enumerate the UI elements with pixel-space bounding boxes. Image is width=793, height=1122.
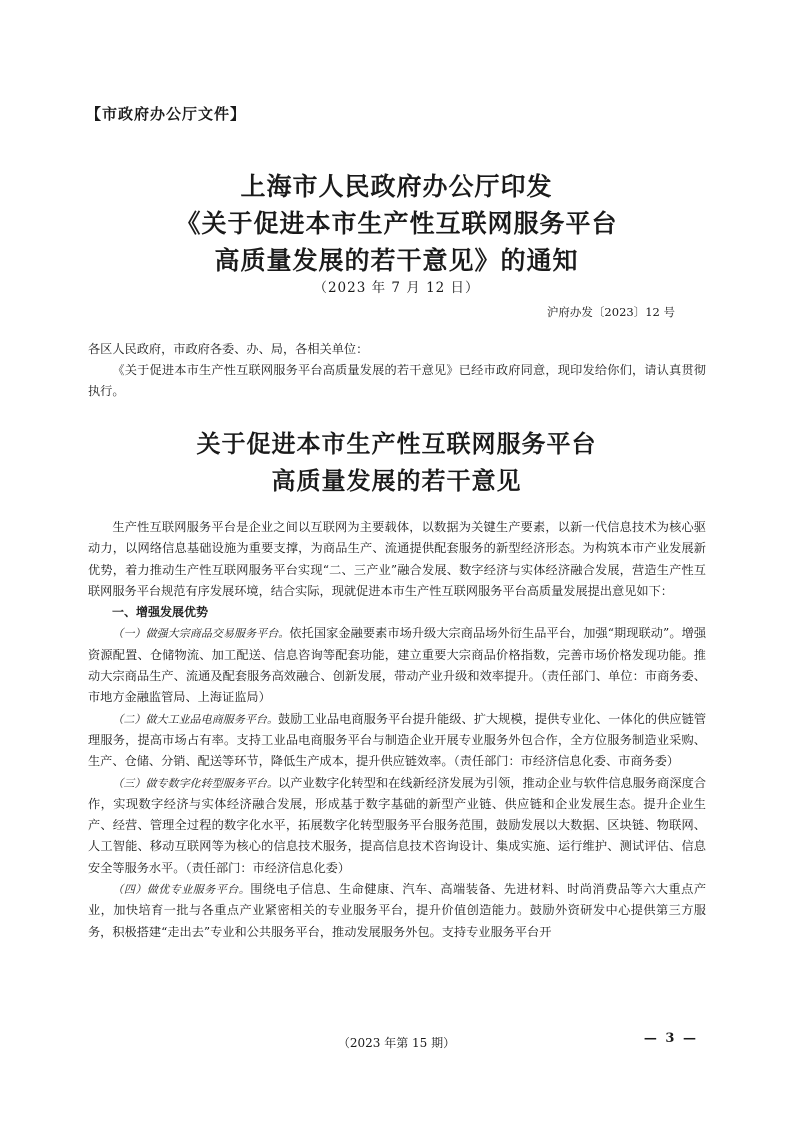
footer-issue: （2023 年第 15 期）	[337, 1036, 456, 1050]
item-paragraph	[88, 773, 706, 879]
notice-title-line: 高质量发展的若干意见》的通知	[214, 246, 579, 275]
notice-title-line: 上海市人民政府办公厅印发	[240, 172, 553, 201]
preamble: 生产性互联网服务平台是企业之间以互联网为主要载体，以数据为关键生产要素，以新一代信息技术为核心驱动力，以网络信息基础设施为重要支撑，为商品生产、流通提供配套服务的新型经济形态。为构筑本市产业发展新优势，着力推动生产性互联网服务平台实现“二、三产业”融合发展、数字经济与实体经济融合发展，营造生产性互联网服务平台规范有序发展环境，结合实际，现就促进本市生产性互联网服务平台高质量发展提出意见如下：	[88, 520, 706, 598]
addressee: 各区人民政府，市政府各委、办、局，各相关单位：	[88, 342, 369, 356]
item-text: 依托国家金融要素市场升级大宗商品场外衍生品平台，加强“期现联动”。增强资源配置、仓储物流、加工配送、信息咨询等配套功能，建立重要大宗商品价格指数，完善市场价格发现功能。推动大宗商品生产、流通及配套服务高效融合、创新发展，带动产业升级和效率提升。（责任部门、单位：市商务委、市地方金融监管局、上海证监局）	[88, 626, 707, 705]
notice-body: 《关于促进本市生产性互联网服务平台高质量发展的若干意见》已经市政府同意，现印发给你们，请认真贯彻执行。	[88, 363, 706, 399]
item-title: （三）做专数字化转型服务平台。	[112, 776, 279, 790]
item-paragraph	[88, 709, 706, 773]
section-heading: 一、增强发展优势	[112, 605, 209, 620]
page-number: — 3 —	[643, 1031, 698, 1046]
notice-title-line: 《关于促进本市生产性互联网服务平台	[175, 209, 618, 238]
item-text: 鼓励工业品电商服务平台提升能级、扩大规模，提供专业化、一体化的供应链管理服务，提高市场占有率。支持工业品电商服务平台与制造企业开展专业服务外包合作，全方位服务制造业采购、生产、仓储、分销、配送等环节，降低生产成本，提升供应链效率。（责任部门：市经济信息化委、市商务委）	[88, 711, 707, 769]
item-title: （四）做优专业服务平台。	[112, 883, 251, 897]
document-number: 沪府办发〔2023〕12 号	[546, 305, 675, 319]
item-title: （一）做强大宗商品交易服务平台。	[112, 627, 290, 641]
item-text: 以产业数字化转型和在线新经济发展为引领，推动企业与软件信息服务商深度合作，实现数字经济与实体经济融合发展，形成基于数字基础的新型产业链、供应链和企业发展生态。提升企业生产、经营、管理全过程的数字化水平，拓展数字化转型服务平台服务范围，鼓励发展以大数据、区块链、物联网、人工智能、移动互联网等为核心的信息技术服务，提高信息技术咨询设计、集成实施、运行维护、测试评估、信息安全等服务水平。（责任部门：市经济信息化委）	[88, 775, 707, 875]
item-title: （二）做大工业品电商服务平台。	[112, 712, 279, 726]
section-tag: 【市政府办公厅文件】	[86, 105, 247, 123]
issue-date: （2023 年 7 月 12 日）	[313, 280, 480, 296]
opinion-content	[88, 517, 706, 943]
item-paragraph	[88, 879, 706, 943]
item-paragraph	[88, 623, 706, 708]
opinion-title-line: 高质量发展的若干意见	[271, 466, 522, 495]
opinion-title	[0, 425, 793, 499]
notice-title	[0, 168, 793, 279]
opinion-title-line: 关于促进本市生产性互联网服务平台	[196, 429, 597, 458]
item-text: 围绕电子信息、生命健康、汽车、高端装备、先进材料、时尚消费品等六大重点产业，加快培育一批与各重点产业紧密相关的专业服务平台，提升价值创造能力。鼓励外资研发中心提供第三方服务，积极搭建“走出去”专业和公共服务平台，推动发展服务外包。支持专业服务平台开	[88, 882, 707, 939]
